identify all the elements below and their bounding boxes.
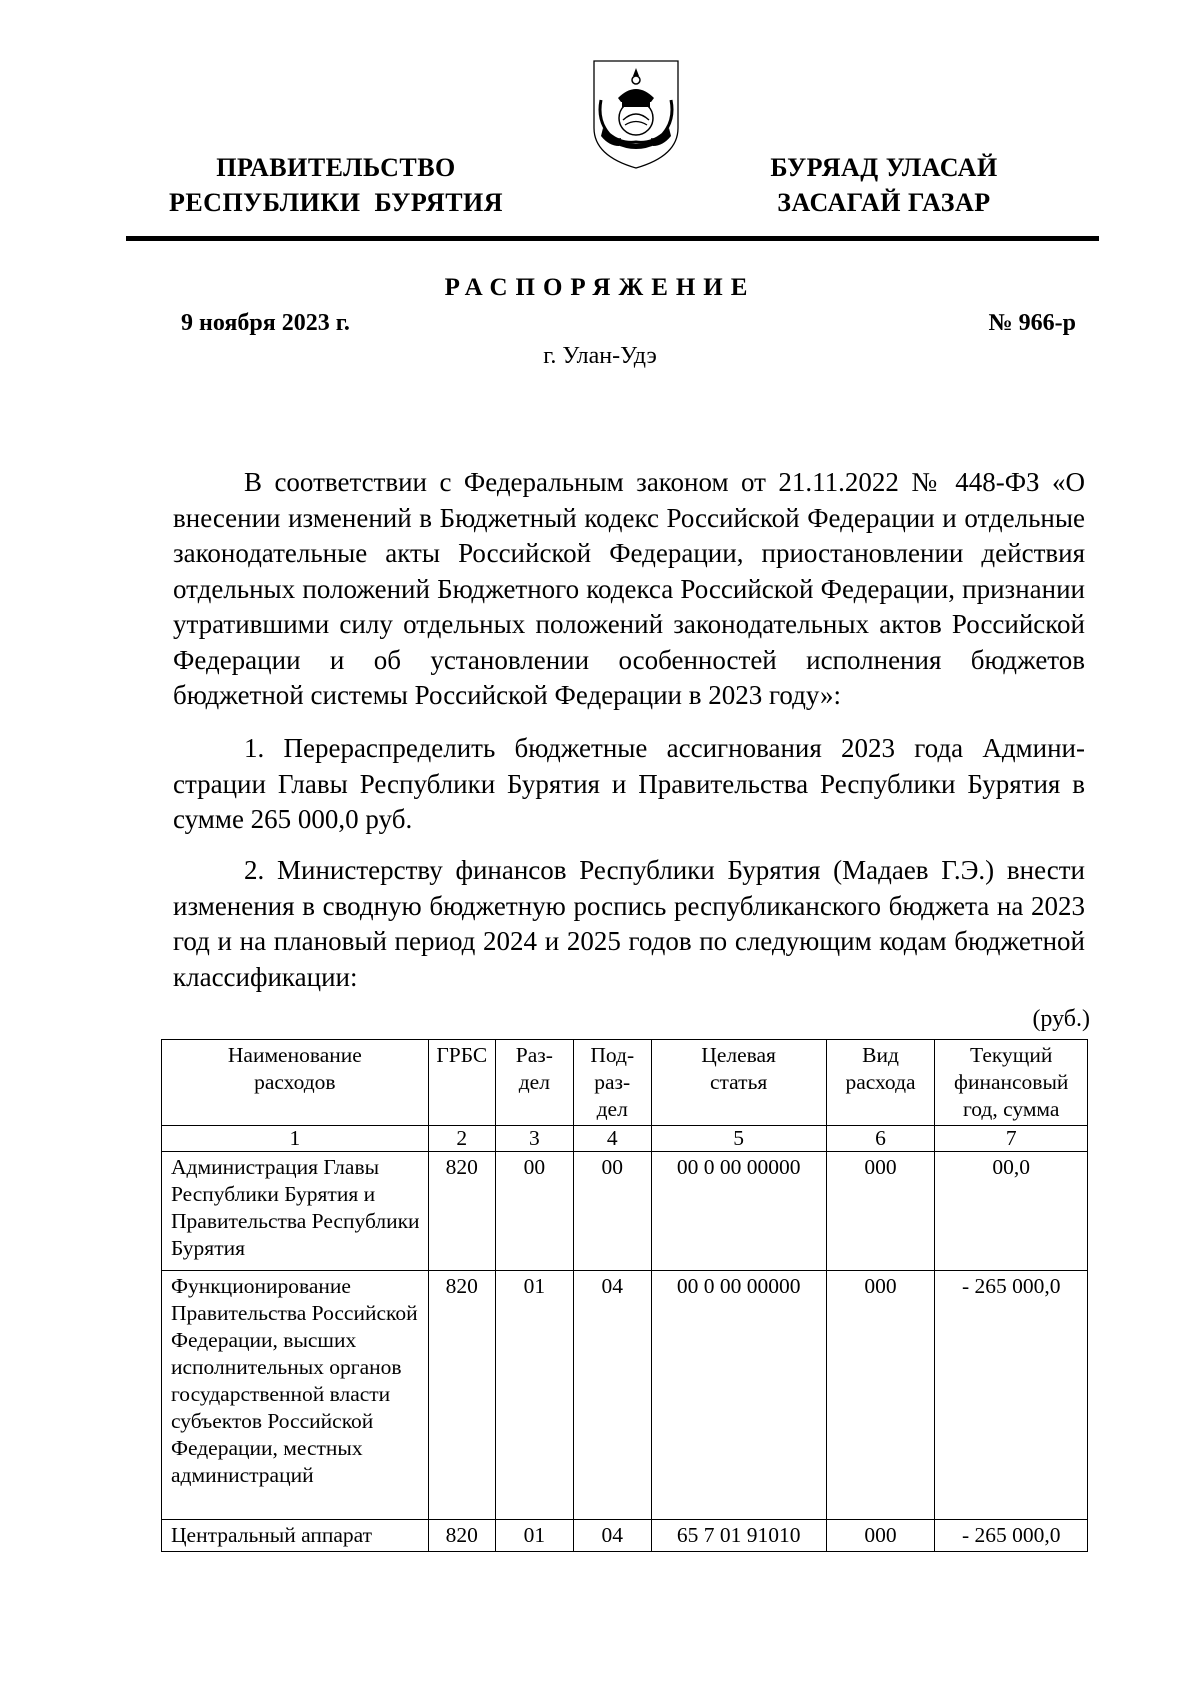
header-podrazdel: Подраздел (573, 1040, 651, 1126)
colnum: 5 (651, 1126, 826, 1152)
document-number: № 966-р (988, 310, 1076, 336)
header-grbs: ГРБС (428, 1040, 495, 1126)
row-name: Центральный аппарат (162, 1520, 429, 1552)
header-razdel: Раздел (495, 1040, 573, 1126)
row-vr: 000 (826, 1520, 935, 1552)
row-razdel: 00 (495, 1152, 573, 1271)
header-right-line2: ЗАСАГАЙ ГАЗАР (777, 188, 991, 217)
colnum: 4 (573, 1126, 651, 1152)
row-sum: - 265 000,0 (935, 1271, 1088, 1520)
header-left (146, 150, 526, 220)
header-left-line2: РЕСПУБЛИКИ БУРЯТИЯ (168, 188, 504, 217)
row-grbs: 820 (428, 1271, 495, 1520)
colnum: 7 (935, 1126, 1088, 1152)
row-podrazdel: 00 (573, 1152, 651, 1271)
row-podrazdel: 04 (573, 1271, 651, 1520)
table-row (162, 1271, 1088, 1520)
row-vr: 000 (826, 1271, 935, 1520)
document-city: г. Улан-Удэ (543, 343, 657, 369)
colnum: 1 (162, 1126, 429, 1152)
header-left-line1: ПРАВИТЕЛЬСТВО (216, 153, 456, 182)
row-razdel: 01 (495, 1271, 573, 1520)
header-right (734, 150, 1034, 220)
colnum: 2 (428, 1126, 495, 1152)
row-vr: 000 (826, 1152, 935, 1271)
colnum: 6 (826, 1126, 935, 1152)
row-grbs: 820 (428, 1152, 495, 1271)
row-name: Администрация Главы Республики Бурятия и Правительства Республики Бурятия (162, 1152, 429, 1271)
header-sum: Текущий финансовый год, сумма (935, 1040, 1088, 1126)
budget-table (161, 1039, 1088, 1552)
row-sum: - 265 000,0 (935, 1520, 1088, 1552)
preamble-paragraph: В соответствии с Федеральным законом от 21.11.2022 № 448-ФЗ «О внесении изменений в Бюджетный кодекс Российской Федерации и отдельные законодательные акты Российской Федерации, приостановлении действия отдельных положений Бюджетного кодекса Российской Федерации, признании утратившими силу отдельных положений законодательных актов Российской Федерации и об установлении особенностей исполнения бюджетов бюджетной системы Российской Федерации в 2023 году»: (173, 467, 1085, 710)
colnum: 3 (495, 1126, 573, 1152)
table-row (162, 1520, 1088, 1552)
document-title: РАСПОРЯЖЕНИЕ (444, 274, 756, 301)
row-podrazdel: 04 (573, 1520, 651, 1552)
row-name: Функционирование Правительства Российской Федерации, высших исполнительных органов государственной власти субъектов Российской Федерации, местных администраций (162, 1271, 429, 1520)
row-sum: 00,0 (935, 1152, 1088, 1271)
row-cs: 00 0 00 00000 (651, 1152, 826, 1271)
header-cs: Целевая статья (651, 1040, 826, 1126)
table-unit-label: (руб.) (1032, 1006, 1090, 1032)
header-vr: Вид расхода (826, 1040, 935, 1126)
item-1-paragraph: 1. Перераспределить бюджетные ассигнования 2023 года Администрации Главы Республики Бурятия и Правительства Республики Бурятия в сумме 265 000,0 руб. (173, 733, 1085, 834)
item-2-paragraph: 2. Министерству финансов Республики Бурятия (Мадаев Г.Э.) внести изменения в сводную бюджетную роспись республиканского бюджета на 2023 год и на плановый период 2024 и 2025 годов по следующим кодам бюджетной классификации: (173, 855, 1085, 992)
table-header-row (162, 1040, 1088, 1126)
header-divider (126, 236, 1099, 241)
row-cs: 65 7 01 91010 (651, 1520, 826, 1552)
row-cs: 00 0 00 00000 (651, 1271, 826, 1520)
coat-of-arms-icon (591, 58, 681, 172)
row-razdel: 01 (495, 1520, 573, 1552)
row-grbs: 820 (428, 1520, 495, 1552)
document-date: 9 ноября 2023 г. (181, 310, 350, 336)
header-name: Наименование расходов (162, 1040, 429, 1126)
table-colnum-row (162, 1126, 1088, 1152)
table-row (162, 1152, 1088, 1271)
header-right-line1: БУРЯАД УЛАСАЙ (770, 153, 998, 182)
